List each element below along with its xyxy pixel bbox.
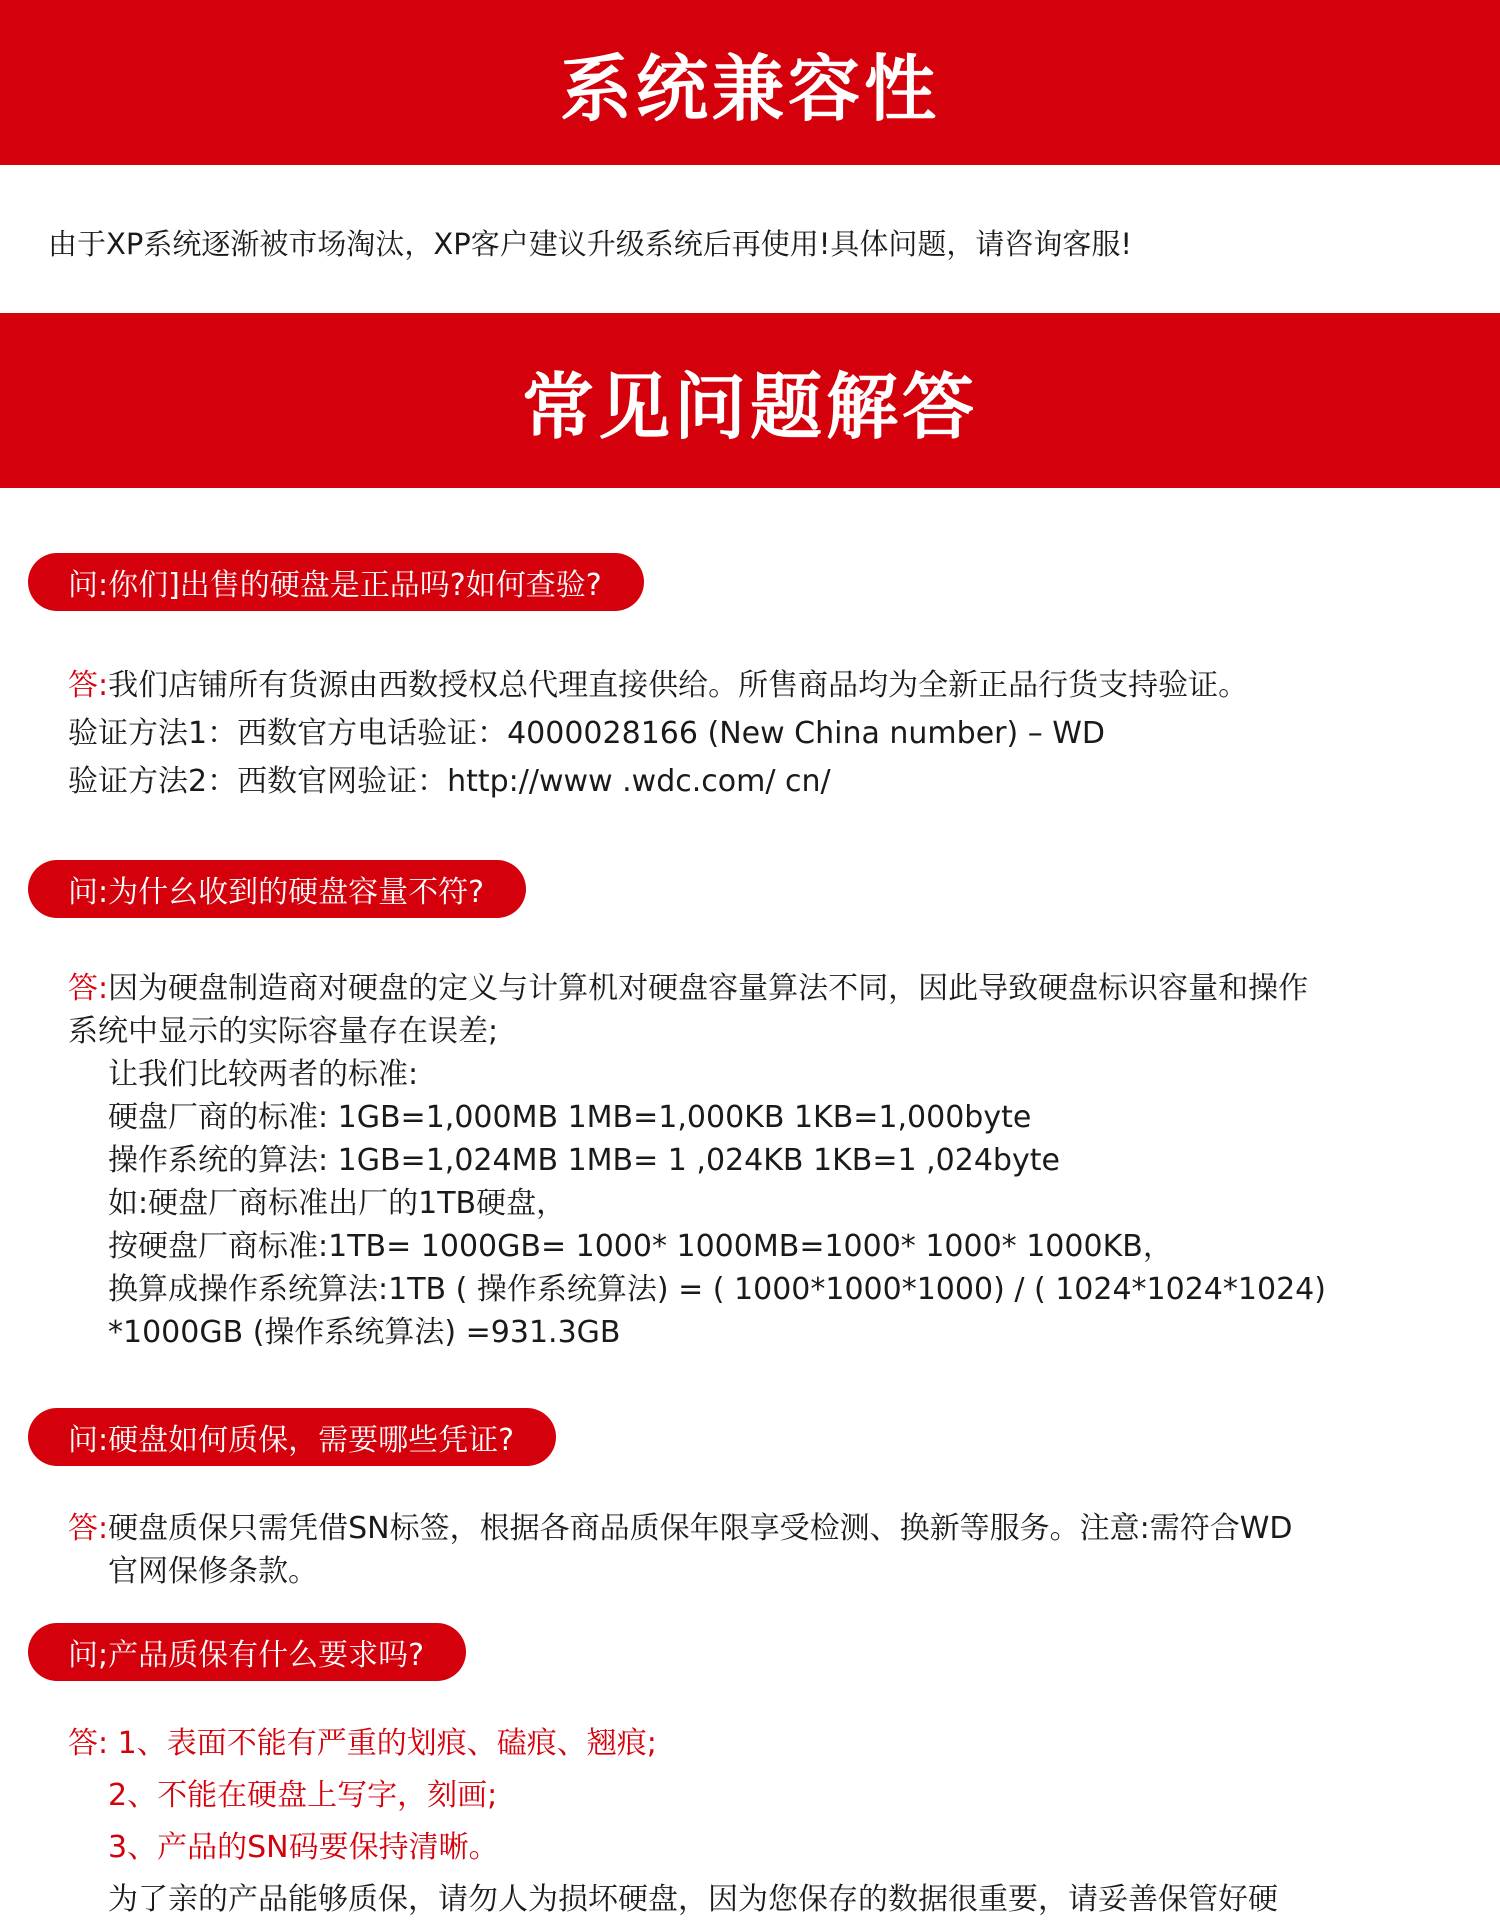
answer-prefix: 答: <box>68 668 109 703</box>
answer-prefix: 答: <box>68 1511 109 1546</box>
answer-line: 如:硬盘厂商标准出厂的1TB硬盘， <box>108 1186 567 1221</box>
answer-block <box>68 1507 1468 1593</box>
xp-notice: 由于XP系统逐渐被市场淘汰，XP客户建议升级系统后再使用!具体问题，请咨询客服! <box>48 227 1132 261</box>
question-pill: 问:硬盘如何质保，需要哪些凭证? <box>28 1408 556 1466</box>
answer-line: 操作系统的算法: 1GB=1,024MB 1MB= 1 ,024KB 1KB=1 ,024byte <box>108 1143 1060 1178</box>
answer-block <box>68 967 1468 1354</box>
answer-line <box>68 1507 1468 1550</box>
answer-line: *1000GB (操作系统算法) =931.3GB <box>108 1315 621 1350</box>
answer-line: 让我们比较两者的标准: <box>108 1057 419 1092</box>
answer-line: 硬盘厂商的标准: 1GB=1,000MB 1MB=1,000KB 1KB=1,000byte <box>108 1100 1032 1135</box>
answer-text: 因为硬盘制造商对硬盘的定义与计算机对硬盘容量算法不同，因此导致硬盘标识容量和操作 <box>108 971 1309 1006</box>
answer-line <box>68 662 1468 710</box>
answer-text: 硬盘质保只需凭借SN标签，根据各商品质保年限享受检测、换新等服务。注意:需符合WD <box>108 1511 1293 1546</box>
banner-system-compatibility <box>0 0 1500 165</box>
answer-line: 官网保修条款。 <box>108 1554 318 1589</box>
section-title: 常见问题解答 <box>521 364 978 449</box>
answer-line: 为了亲的产品能够质保，请勿人为损坏硬盘，因为您保存的数据很重要，请妥善保管好硬 <box>108 1882 1278 1917</box>
answer-prefix: 答: <box>68 971 109 1006</box>
answer-line: 验证方法2：西数官网验证：http://www .wdc.com/ cn/ <box>68 764 831 799</box>
answer-line <box>68 1718 1468 1770</box>
answer-text: 1、表面不能有严重的划痕、磕痕、翘痕; <box>108 1726 657 1761</box>
answer-line: 换算成操作系统算法:1TB ( 操作系统算法) = ( 1000*1000*1000) / ( 1024*1024*1024) <box>108 1272 1326 1307</box>
answer-line <box>68 967 1468 1010</box>
answer-line: 验证方法1：西数官方电话验证：4000028166 (New China number) – WD <box>68 716 1106 751</box>
answer-line: 按硬盘厂商标准:1TB= 1000GB= 1000* 1000MB=1000* 1000* 1000KB， <box>108 1229 1173 1264</box>
question-pill: 问;产品质保有什么要求吗? <box>28 1623 466 1681</box>
answer-line: 3、产品的SN码要保持清晰。 <box>108 1830 499 1865</box>
question-pill: 问:你们]出售的硬盘是正品吗?如何查验? <box>28 553 644 611</box>
answer-line: 系统中显示的实际容量存在误差; <box>68 1014 499 1049</box>
section-title: 系统兼容性 <box>559 46 940 131</box>
answer-block <box>68 1718 1468 1926</box>
answer-text: 我们店铺所有货源由西数授权总代理直接供给。所售商品均为全新正品行货支持验证。 <box>108 668 1249 703</box>
question-pill: 问:为什幺收到的硬盘容量不符? <box>28 860 526 918</box>
answer-line: 2、不能在硬盘上写字，刻画; <box>108 1778 498 1813</box>
banner-faq <box>0 313 1500 488</box>
answer-prefix: 答: <box>68 1726 109 1761</box>
answer-block <box>68 662 1468 806</box>
